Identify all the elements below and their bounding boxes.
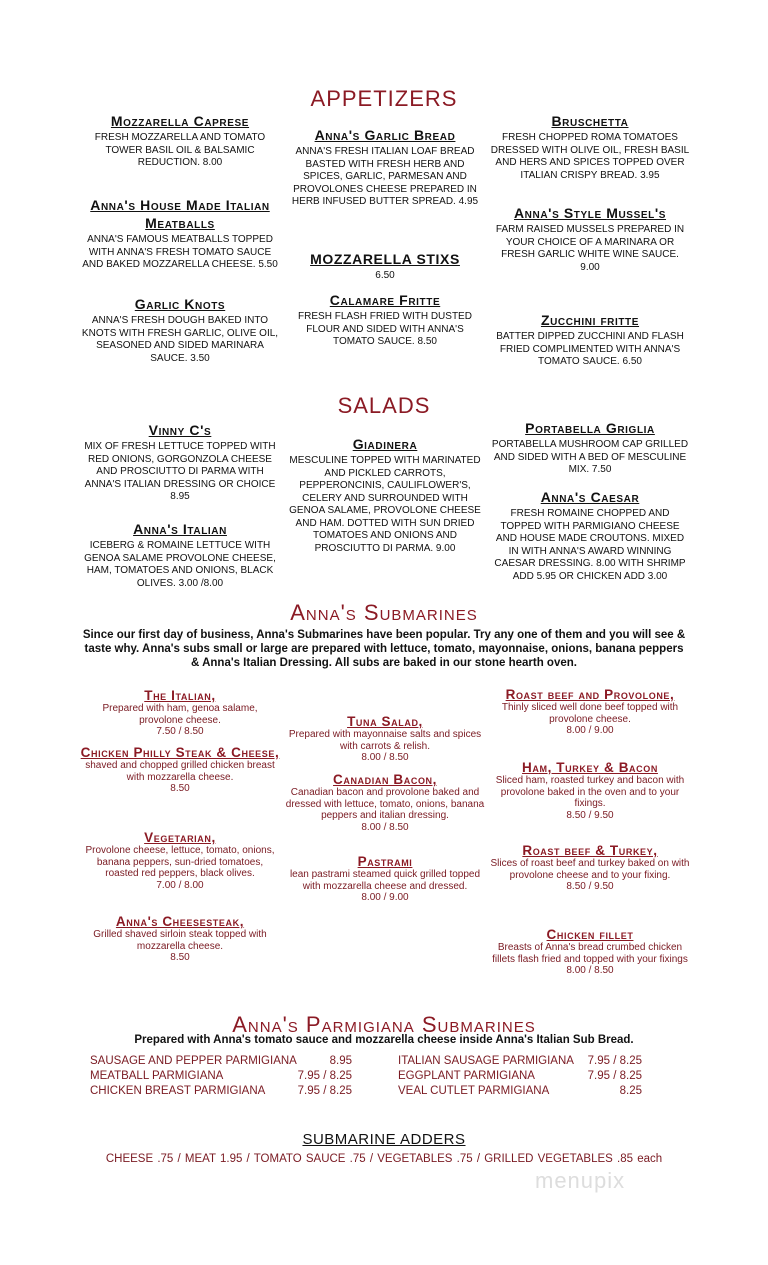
item-price: 7.00 / 8.00 (156, 879, 204, 891)
item-name: The Italian, (144, 688, 216, 703)
parmigiana-row (398, 1070, 642, 1084)
item-name: Zucchini fritte (540, 312, 640, 328)
parmigiana-name: VEAL CUTLET PARMIGIANA (398, 1085, 550, 1097)
appetizers-menu-item (80, 295, 280, 365)
item-name: Pastrami (357, 854, 413, 869)
submarines-menu-item (80, 914, 280, 964)
appetizers-menu-item (285, 126, 485, 209)
item-name: Anna's Garlic Bread (314, 127, 456, 143)
item-name: Chicken fillet (546, 927, 634, 942)
item-name: Vegetarian, (144, 830, 216, 845)
item-price: 8.50 (170, 783, 190, 794)
submarines-menu-item (80, 688, 280, 738)
item-description: BATTER DIPPED ZUCCHINI AND FLASH FRIED COMPLIMENTED WITH ANNA'S TOMATO SAUCE. 6.50 (496, 331, 684, 367)
item-name: MOZZARELLA STIXS (310, 251, 460, 267)
submarines-menu-item (80, 745, 280, 795)
item-name: Roast beef & Turkey, (522, 843, 658, 858)
submarines-menu-item (285, 854, 485, 904)
item-description: FRESH ROMAINE CHOPPED AND TOPPED WITH PARMIGIANO CHEESE AND HOUSE MADE CROUTONS. MIXED IN WITH ANNA'S AWARD WINNING CAESAR DRESSING. 8.00 WITH SHRIMP ADD 5.95 OR CHICKEN ADD 3.00 (494, 508, 686, 582)
item-name: Calamare Fritte (329, 292, 441, 308)
item-name: Mozzarella Caprese (110, 113, 250, 129)
item-description: ANNA'S FAMOUS MEATBALLS TOPPED WITH ANNA'S FRESH TOMATO SAUCE AND BAKED MOZZARELLA CHEESE. 5.50 (82, 234, 278, 270)
item-name: Roast beef and Provolone, (505, 687, 675, 702)
salads-menu-item (490, 488, 690, 583)
item-name: Tuna Salad, (347, 714, 423, 729)
parmigiana-subtitle: Prepared with Anna's tomato sauce and mozzarella cheese inside Anna's Italian Sub Bread. (134, 1034, 634, 1046)
item-name: Anna's House Made Italian Meatballs (90, 197, 270, 231)
item-description: Thinly sliced well done beef topped with provolone cheese. (501, 702, 679, 725)
parmigiana-name: EGGPLANT PARMIGIANA (398, 1070, 535, 1082)
submarines-menu-item (80, 830, 280, 891)
submarines-menu-item (490, 760, 690, 821)
item-description: MIX OF FRESH LETTUCE TOPPED WITH RED ONIONS, GORGONZOLA CHEESE AND PROSCIUTTO DI PARMA WITH ANNA'S ITALIAN DRESSING OR CHOICE 8.95 (84, 441, 276, 502)
item-description: ICEBERG & ROMAINE LETTUCE WITH GENOA SALAME PROVOLONE CHEESE, HAM, TOMATOES AND ONIONS, BLACK OLIVES. 3.00 /8.00 (84, 540, 276, 589)
item-name: Anna's Style Mussel's (513, 205, 667, 221)
item-name: Anna's Caesar (540, 489, 640, 505)
submarines-title: Anna's Submarines (290, 600, 478, 625)
submarines-menu-item (285, 772, 485, 833)
item-price: 8.00 / 8.50 (566, 965, 614, 976)
salads-menu-item (80, 520, 280, 590)
salads-title: SALADS (337, 393, 431, 418)
item-description: FRESH FLASH FRIED WITH DUSTED FLOUR AND SIDED WITH ANNA'S TOMATO SAUCE. 8.50 (298, 311, 472, 347)
parmigiana-row (90, 1055, 352, 1069)
item-name: Bruschetta (551, 113, 629, 129)
parmigiana-row (90, 1085, 352, 1099)
appetizers-menu-item (80, 196, 280, 272)
submarines-menu-item (490, 843, 690, 893)
item-name: Ham, Turkey & Bacon (522, 760, 658, 775)
item-description: Prepared with ham, genoa salame, provolone cheese. (102, 703, 258, 726)
appetizers-title: APPETIZERS (310, 86, 458, 111)
parmigiana-price: 7.95 / 8.25 (297, 1070, 352, 1082)
item-description: ANNA'S FRESH DOUGH BAKED INTO KNOTS WITH FRESH GARLIC, OLIVE OIL, SEASONED AND SIDED MARINARA SAUCE. 3.50 (81, 315, 279, 364)
submarines-menu-item (490, 927, 690, 977)
item-price: 8.00 / 8.50 (361, 752, 409, 763)
adders-title: SUBMARINE ADDERS (302, 1131, 466, 1148)
item-description: ANNA'S FRESH ITALIAN LOAF BREAD BASTED WITH FRESH HERB AND SPICES, GARLIC, PARMESAN AND PROVOLONES CHEESE PREPARED IN HERB INFUSED BUTTER SPREAD. 4.95 (291, 146, 479, 207)
parmigiana-price: 7.95 / 8.25 (587, 1055, 642, 1067)
item-price: 8.50 / 9.50 (566, 809, 614, 821)
parmigiana-price: 7.95 / 8.25 (587, 1070, 642, 1082)
parmigiana-name: MEATBALL PARMIGIANA (90, 1070, 224, 1082)
appetizers-menu-item (80, 112, 280, 170)
appetizers-menu-item (490, 204, 690, 274)
item-price: 7.50 / 8.50 (156, 726, 204, 737)
item-name: Anna's Italian (133, 521, 227, 537)
item-description: Provolone cheese, lettuce, tomato, onions, banana peppers, sun-dried tomatoes, roasted red peppers, black olives. (85, 845, 275, 879)
appetizers-menu-item (285, 291, 485, 349)
menupix-watermark: menupix (535, 1168, 626, 1193)
item-description: Prepared with mayonnaise salts and spices with carrots & relish. (288, 729, 482, 752)
item-description: MESCULINE TOPPED WITH MARINATED AND PICKLED CARROTS, PEPPERONCINIS, CAULIFLOWER'S, CELERY AND SURROUNDED WITH GENOA SALAME, PROVOLONE CHEESE AND HAM. DOTTED WITH SUN DRIED TOMATOES AND ONIONS AND PROSCIUTTO DI PARMA. 9.00 (289, 455, 481, 554)
item-price: 8.00 / 9.00 (361, 892, 409, 903)
item-name: Vinny C's (148, 422, 212, 438)
submarines-intro: Since our first day of business, Anna's Submarines have been popular. Try any one of them and you will see & taste why. Anna's subs small or large are prepared with lettuce, tomato, mayonnaise, onions, banana peppers & Anna's Italian Dressing. All subs are baked in our stone hearth oven. (82, 629, 686, 669)
submarines-menu-item (285, 714, 485, 764)
item-description: Breasts of Anna's bread crumbed chicken fillets flash fried and topped with your fixings (492, 942, 688, 965)
salads-menu-item (80, 421, 280, 504)
item-price: 8.50 (170, 952, 190, 963)
item-description: Slices of roast beef and turkey baked on with provolone cheese and to your fixing. (490, 858, 690, 881)
item-name: Chicken Philly Steak & Cheese, (80, 745, 280, 760)
appetizers-menu-item (490, 311, 690, 369)
item-description: FARM RAISED MUSSELS PREPARED IN YOUR CHOICE OF A MARINARA OR FRESH GARLIC WHITE WINE SAUCE. 9.00 (495, 224, 685, 273)
item-description: Sliced ham, roasted turkey and bacon with provolone baked in the oven and to your fixings. (495, 775, 685, 809)
submarines-menu-item (490, 687, 690, 737)
parmigiana-price: 7.95 / 8.25 (297, 1085, 352, 1097)
item-name: Anna's Cheesesteak, (115, 914, 245, 929)
appetizers-menu-item (490, 112, 690, 182)
item-price: 8.50 / 9.50 (566, 881, 614, 892)
item-description: FRESH CHOPPED ROMA TOMATOES DRESSED WITH OLIVE OIL, FRESH BASIL AND HERS AND SPICES TOPPED OVER ITALIAN CRISPY BREAD. 3.95 (490, 132, 690, 181)
parmigiana-row (398, 1055, 642, 1069)
salads-menu-item (490, 419, 690, 477)
item-description: FRESH MOZZARELLA AND TOMATO TOWER BASIL OIL & BALSAMIC REDUCTION. 8.00 (94, 132, 266, 168)
item-name: Canadian Bacon, (333, 772, 437, 787)
parmigiana-name: CHICKEN BREAST PARMIGIANA (90, 1085, 266, 1097)
item-name: Giadinera (352, 436, 418, 452)
item-description: Grilled shaved sirloin steak topped with mozzarella cheese. (93, 929, 267, 952)
item-price: 8.00 / 9.00 (566, 725, 614, 736)
item-description: PORTABELLA MUSHROOM CAP GRILLED AND SIDED WITH A BED OF MESCULINE MIX. 7.50 (491, 439, 689, 475)
item-name: Garlic Knots (134, 296, 226, 312)
salads-menu-item (285, 435, 485, 555)
parmigiana-title: Anna's Parmigiana Submarines (232, 1012, 536, 1037)
parmigiana-name: SAUSAGE AND PEPPER PARMIGIANA (90, 1055, 297, 1067)
parmigiana-row (90, 1070, 352, 1084)
parmigiana-price: 8.95 (329, 1055, 352, 1067)
item-description: 6.50 (375, 270, 395, 281)
parmigiana-price: 8.25 (619, 1085, 642, 1097)
item-description: lean pastrami steamed quick grilled topped with mozzarella cheese and dressed. (289, 869, 481, 892)
item-description: shaved and chopped grilled chicken breast with mozzarella cheese. (85, 760, 275, 783)
item-price: 8.00 / 8.50 (361, 821, 409, 833)
item-name: Portabella Griglia (525, 420, 655, 436)
appetizers-menu-item (285, 250, 485, 283)
item-description: Canadian bacon and provolone baked and dressed with lettuce, tomato, onions, banana peppers and italian dressing. (285, 787, 485, 821)
adders-list: CHEESE .75 / MEAT 1.95 / TOMATO SAUCE .75 / VEGETABLES .75 / GRILLED VEGETABLES .85 each (105, 1153, 663, 1165)
parmigiana-name: ITALIAN SAUSAGE PARMIGIANA (398, 1055, 574, 1067)
parmigiana-row (398, 1085, 642, 1099)
